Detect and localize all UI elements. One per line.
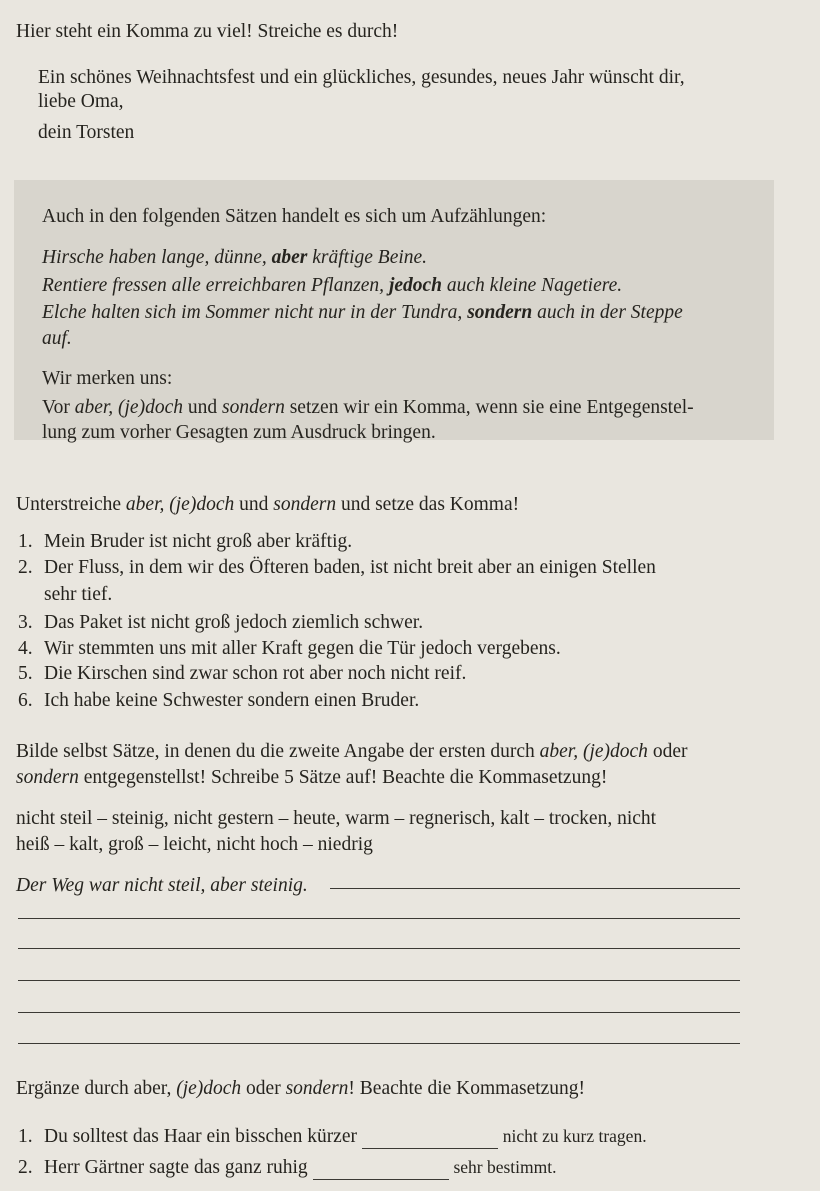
task1-item: 2. Der Fluss, in dem wir des Öfteren baden, ist nicht breit aber an einigen Stellen [18,557,656,578]
answer-line[interactable] [18,980,740,981]
letter-line-1: Ein schönes Weihnachtsfest und ein glückliches, gesundes, neues Jahr wünscht dir, [38,67,685,88]
task1-item: 5. Die Kirschen sind zwar schon rot aber noch nicht reif. [18,663,467,684]
fill-blank[interactable] [362,1130,498,1149]
task1-item: sehr tief. [44,584,113,605]
task1-item: 1. Mein Bruder ist nicht groß aber kräftig. [18,531,353,552]
answer-line[interactable] [18,918,740,919]
task2-instruction-1: Bilde selbst Sätze, in denen du die zweite Angabe der ersten durch aber, (je)doch oder [16,741,688,762]
word-pairs-2: heiß – kalt, groß – leicht, nicht hoch – niedrig [16,834,373,855]
letter-line-3: dein Torsten [38,122,135,143]
rule-heading: Wir merken uns: [42,368,173,389]
task1-item: 3. Das Paket ist nicht groß jedoch ziemlich schwer. [18,612,424,633]
answer-line[interactable] [18,1043,740,1044]
fill-blank[interactable] [313,1161,449,1180]
example-sentence-1: Hirsche haben lange, dünne, aber kräftige Beine. [42,247,428,268]
task3-item: 1. Du solltest das Haar ein bisschen kürzer nicht zu kurz tragen. [18,1126,647,1147]
example-sentence-3: Elche halten sich im Sommer nicht nur in der Tundra, sondern auch in der Steppe [42,302,683,323]
enumeration-heading: Auch in den folgenden Sätzen handelt es sich um Aufzählungen: [42,206,547,227]
task1-item: 4. Wir stemmten uns mit aller Kraft gegen die Tür jedoch vergebens. [18,638,561,659]
answer-line[interactable] [18,1012,740,1013]
task2-instruction-2: sondern entgegenstellst! Schreibe 5 Sätze auf! Beachte die Kommasetzung! [16,767,608,788]
word-pairs-1: nicht steil – steinig, nicht gestern – heute, warm – regnerisch, kalt – trocken, nicht [16,808,657,829]
task3-item: 2. Herr Gärtner sagte das ganz ruhig sehr bestimmt. [18,1157,557,1178]
task1-instruction: Unterstreiche aber, (je)doch und sondern und setze das Komma! [16,494,520,515]
example-sentence-3-cont: auf. [42,328,72,349]
example-answer: Der Weg war nicht steil, aber steinig. [16,875,308,896]
answer-line[interactable] [18,948,740,949]
rule-line-2: lung zum vorher Gesagten zum Ausdruck bringen. [42,422,436,443]
task3-instruction: Ergänze durch aber, (je)doch oder sondern! Beachte die Kommasetzung! [16,1078,586,1099]
letter-line-2: liebe Oma, [38,91,124,112]
task1-item: 6. Ich habe keine Schwester sondern einen Bruder. [18,690,420,711]
intro-instruction: Hier steht ein Komma zu viel! Streiche es durch! [16,21,399,42]
answer-line[interactable] [330,888,740,889]
example-sentence-2: Rentiere fressen alle erreichbaren Pflanzen, jedoch auch kleine Nagetiere. [42,275,623,296]
rule-line-1: Vor aber, (je)doch und sondern setzen wir ein Komma, wenn sie eine Entgegenstel- [42,397,694,418]
